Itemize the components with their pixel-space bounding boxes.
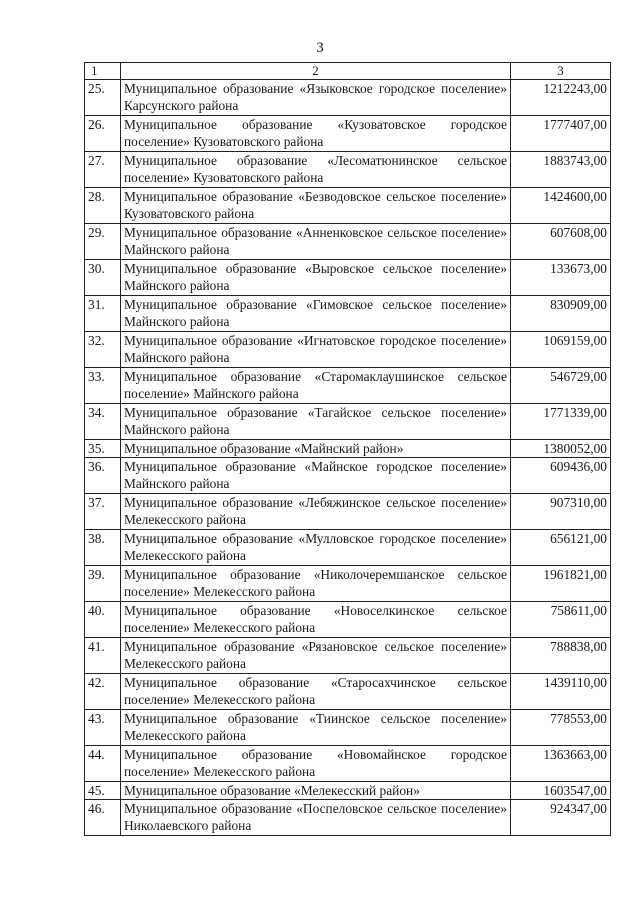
- table-row: [85, 710, 611, 746]
- municipality-name: Муниципальное образование «Анненковское сельское поселение» Майнского района: [121, 224, 511, 260]
- row-number: 42.: [85, 674, 121, 710]
- row-number: 31.: [85, 296, 121, 332]
- municipality-name: Муниципальное образование «Тиинское сельское поселение» Мелекесского района: [121, 710, 511, 746]
- table-row: [85, 224, 611, 260]
- row-number: 37.: [85, 494, 121, 530]
- row-number: 34.: [85, 404, 121, 440]
- table-row: [85, 530, 611, 566]
- amount: 609436,00: [511, 458, 611, 494]
- table-row: [85, 296, 611, 332]
- municipality-name: Муниципальное образование «Игнатовское городское поселение» Майнского района: [121, 332, 511, 368]
- amount: 1777407,00: [511, 116, 611, 152]
- table-row: [85, 494, 611, 530]
- amount: 830909,00: [511, 296, 611, 332]
- municipality-name: Муниципальное образование «Старомаклаушинское сельское поселение» Майнского района: [121, 368, 511, 404]
- municipality-name: Муниципальное образование «Новоселкинское сельское поселение» Мелекесского района: [121, 602, 511, 638]
- municipality-name: Муниципальное образование «Лебяжинское сельское поселение» Мелекесского района: [121, 494, 511, 530]
- municipality-name: Муниципальное образование «Николочеремшанское сельское поселение» Мелекесского района: [121, 566, 511, 602]
- amount: 1424600,00: [511, 188, 611, 224]
- row-number: 39.: [85, 566, 121, 602]
- amount: 656121,00: [511, 530, 611, 566]
- row-number: 44.: [85, 746, 121, 782]
- row-number: 29.: [85, 224, 121, 260]
- row-number: 25.: [85, 80, 121, 116]
- row-number: 33.: [85, 368, 121, 404]
- municipality-name: Муниципальное образование «Майнское городское поселение» Майнского района: [121, 458, 511, 494]
- row-number: 26.: [85, 116, 121, 152]
- row-number: 32.: [85, 332, 121, 368]
- row-number: 45.: [85, 782, 121, 800]
- table-row: [85, 188, 611, 224]
- table-row: [85, 782, 611, 800]
- header-col-2: 2: [121, 63, 511, 80]
- header-col-3: 3: [511, 63, 611, 80]
- amount: 788838,00: [511, 638, 611, 674]
- row-number: 46.: [85, 800, 121, 836]
- amount: 907310,00: [511, 494, 611, 530]
- municipality-name: Муниципальное образование «Лесоматюнинское сельское поселение» Кузоватовского района: [121, 152, 511, 188]
- amount: 1603547,00: [511, 782, 611, 800]
- row-number: 27.: [85, 152, 121, 188]
- table-header-row: [85, 63, 611, 80]
- municipality-name: Муниципальное образование «Новомайнское городское поселение» Мелекесского района: [121, 746, 511, 782]
- municipality-name: Муниципальное образование «Гимовское сельское поселение» Майнского района: [121, 296, 511, 332]
- amount: 546729,00: [511, 368, 611, 404]
- amount: 133673,00: [511, 260, 611, 296]
- row-number: 38.: [85, 530, 121, 566]
- municipality-name: Муниципальное образование «Кузоватовское городское поселение» Кузоватовского района: [121, 116, 511, 152]
- table-row: [85, 152, 611, 188]
- table-row: [85, 368, 611, 404]
- municipality-name: Муниципальное образование «Мелекесский район»: [121, 782, 511, 800]
- funding-table: [84, 62, 611, 836]
- table-row: [85, 458, 611, 494]
- table-row: [85, 260, 611, 296]
- row-number: 41.: [85, 638, 121, 674]
- amount: 1380052,00: [511, 440, 611, 458]
- table-row: [85, 638, 611, 674]
- amount: 1883743,00: [511, 152, 611, 188]
- amount: 1363663,00: [511, 746, 611, 782]
- municipality-name: Муниципальное образование «Мулловское городское поселение» Мелекесского района: [121, 530, 511, 566]
- amount: 1439110,00: [511, 674, 611, 710]
- table-row: [85, 440, 611, 458]
- amount: 607608,00: [511, 224, 611, 260]
- row-number: 36.: [85, 458, 121, 494]
- table-row: [85, 674, 611, 710]
- municipality-name: Муниципальное образование «Старосахчинское сельское поселение» Мелекесского района: [121, 674, 511, 710]
- row-number: 28.: [85, 188, 121, 224]
- municipality-name: Муниципальное образование «Тагайское сельское поселение» Майнского района: [121, 404, 511, 440]
- municipality-name: Муниципальное образование «Безводовское сельское поселение» Кузоватовского района: [121, 188, 511, 224]
- row-number: 43.: [85, 710, 121, 746]
- municipality-name: Муниципальное образование «Выровское сельское поселение» Майнского района: [121, 260, 511, 296]
- table-row: [85, 116, 611, 152]
- table-row: [85, 800, 611, 836]
- table-row: [85, 746, 611, 782]
- table-row: [85, 80, 611, 116]
- row-number: 35.: [85, 440, 121, 458]
- amount: 1771339,00: [511, 404, 611, 440]
- page-number: 3: [316, 40, 324, 56]
- header-col-1: 1: [85, 63, 121, 80]
- amount: 1069159,00: [511, 332, 611, 368]
- amount: 924347,00: [511, 800, 611, 836]
- amount: 758611,00: [511, 602, 611, 638]
- municipality-name: Муниципальное образование «Языковское городское поселение» Карсунского района: [121, 80, 511, 116]
- table-row: [85, 566, 611, 602]
- table-row: [85, 332, 611, 368]
- table-row: [85, 602, 611, 638]
- row-number: 30.: [85, 260, 121, 296]
- amount: 1212243,00: [511, 80, 611, 116]
- amount: 778553,00: [511, 710, 611, 746]
- municipality-name: Муниципальное образование «Поспеловское сельское поселение» Николаевского района: [121, 800, 511, 836]
- table-row: [85, 404, 611, 440]
- municipality-name: Муниципальное образование «Майнский район»: [121, 440, 511, 458]
- municipality-name: Муниципальное образование «Рязановское сельское поселение» Мелекесского района: [121, 638, 511, 674]
- row-number: 40.: [85, 602, 121, 638]
- amount: 1961821,00: [511, 566, 611, 602]
